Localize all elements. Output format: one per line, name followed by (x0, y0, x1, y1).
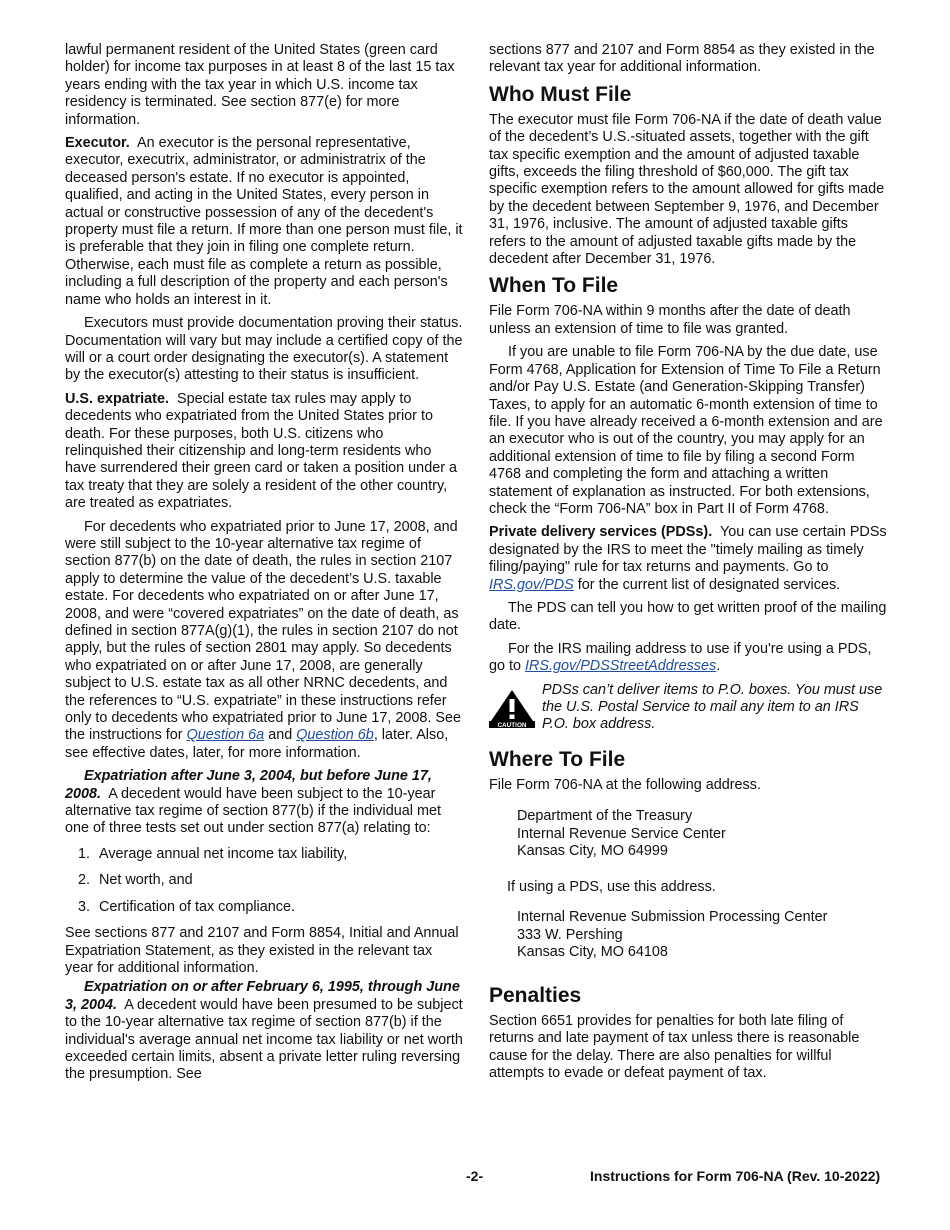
paragraph (65, 768, 463, 838)
tests-list (65, 846, 463, 916)
address-line: Internal Revenue Service Center (517, 825, 726, 842)
footer-title: Instructions for Form 706-NA (Rev. 10-2022) (590, 1168, 881, 1184)
paragraph (489, 641, 887, 676)
who-must-file-heading: Who Must File (489, 82, 632, 106)
paragraph-text: and (268, 727, 293, 744)
paragraph: The executor must file Form 706-NA if the date of death value of the decedent’s U.S.-situated assets, together with the gift tax specific exemption and the amount of adjusted taxable gifts, exceeds the filing threshold of $60,000. The gift tax specific exemption refers to the amount allowed for gifts made by the decedent between September 9, 1976, and December 31, 1976, inclusive. The amount of adjusted taxable gifts refers to the amount of adjusted taxable gifts made by the decedent after December 31, 1976. (489, 111, 885, 268)
paragraph: The PDS can tell you how to get written proof of the mailing date. (489, 599, 887, 634)
list-item: 2. Net worth, and (94, 872, 463, 889)
paragraph: Section 6651 provides for penalties for both late filing of returns and late payment of tax unless there is reasonable cause for the delay. There are also penalties for willful attempts to evade or defeat payment of tax. (489, 1012, 860, 1081)
paragraph: Executors must provide documentation proving their status. Documentation will vary but may include a certified copy of the will or a court order designating the executor(s). A statement by the executor(s) attesting to their status is insufficient. (65, 315, 463, 384)
paragraph (65, 519, 463, 763)
pds-street-addresses-link[interactable]: IRS.gov/PDSStreetAddresses (525, 658, 717, 675)
pds-address-intro: If using a PDS, use this address. (507, 879, 716, 895)
address-line: 333 W. Pershing (517, 926, 623, 943)
subheading: Expatriation after June 3, 2004, but before June 17, 2008. (65, 768, 432, 802)
paragraph: sections 877 and 2107 and Form 8854 as they existed in the relevant tax year for additional information. (489, 42, 875, 76)
where-to-file-heading: Where To File (489, 747, 626, 771)
paragraph-text: For decedents who expatriated prior to June 17, 2008, and were still subject to the 10-year alternative tax regime of section 877(b) on the date of death, the rules in section 2107 apply to determine the value of the decedent’s U.S. taxable estate. For decedents who expatriated on or after June 17, 2008, and were “covered expatriates” on the date of death, as defined in section 877A(g)(1), the rules in section 2107 do not apply, but the rules of section 2801 may apply. So decedents who expatriated on or after June 17, 2008, are generally subject to U.S. estate tax as all other NRNC decedents, and the references to “U.S. expatriate” in these instructions refer only to decedents who expatriated prior to June 17, 2008. See the instructions for (65, 518, 462, 744)
caution-note (489, 682, 887, 734)
paragraph-text: for the current list of designated services. (577, 576, 841, 593)
list-item: 1. Average annual net income tax liability, (94, 846, 463, 863)
address-line: Kansas City, MO 64999 (517, 843, 668, 860)
term-label: U.S. expatriate. (65, 390, 169, 407)
paragraph-text: An executor is the personal representative, executor, executrix, administrator, or administratrix of the deceased person's estate. If no executor is appointed, qualified, and acting in the United States, every person in actual or constructive possession of any of the decedent's property must file a return. If more than one person must file, it is preferable that they join in filing one complete return. Otherwise, each must file as complete a return as possible, including a full description of the property and each person's name who holds an interest in it. (65, 135, 463, 308)
paragraph-text: Special estate tax rules may apply to decedents who expatriated from the United States prior to death. For these purposes, both U.S. citizens who relinquished their citizenship and long-term residents who have surrendered their green card or taken a position under a tax treaty that they are solely a resident of the other country, are treated as expatriates. (65, 390, 457, 512)
caution-text: PDSs can’t deliver items to P.O. boxes. You must use the U.S. Postal Service to mail any item to an IRS P.O. box address. (542, 681, 883, 733)
question-6b-link[interactable]: Question 6b (296, 727, 374, 744)
paragraph: lawful permanent resident of the United States (green card holder) for income tax purposes in at least 8 of the last 15 tax years ending with the tax year in which U.S. income tax residency is terminated. See section 877(e) for more information. (65, 42, 455, 128)
term-label: Executor. (65, 135, 130, 152)
address-line: Internal Revenue Submission Processing Center (517, 909, 828, 925)
term-label: Private delivery services (PDSs). (489, 524, 713, 541)
left-column (65, 42, 463, 1090)
question-6a-link[interactable]: Question 6a (186, 727, 265, 744)
paragraph: File Form 706-NA within 9 months after the date of death unless an extension of time to file was granted. (489, 303, 851, 337)
penalties-heading: Penalties (489, 983, 582, 1007)
paragraph: File Form 706-NA at the following address. (489, 776, 761, 793)
caution-icon (489, 688, 535, 728)
paragraph-text: A decedent would have been subject to the 10-year alternative tax regime of section 877(b) if the individual met one of three tests set out under section 877(a) relating to: (65, 785, 441, 837)
paragraph: If you are unable to file Form 706-NA by the due date, use Form 4768, Application for Extension of Time To File a Return and/or Pay U.S. Estate (and Generation-Skipping Transfer) Taxes, to apply for an automatic 6-month extension of time to file. If you have already received a 6-month extension and are an executor who is out of the country, you may apply for an additional extension of time to file by filing a second Form 4768 and completing the form and attaching a written statement of explanation as instructed. For both extensions, check the “Form 706-NA” box in Part II of Form 4768. (489, 344, 883, 517)
paragraph-text: A decedent would have been presumed to be subject to the 10-year alternative tax regime of section 877(b) if the individual's average annual net income tax liability or net worth exceeded certain limits, absent a private letter ruling reversing the presumption. See (65, 996, 463, 1083)
page-number: -2- (466, 1168, 484, 1184)
pds-paragraph (489, 524, 887, 594)
list-item: 3. Certification of tax compliance. (94, 899, 463, 916)
paragraph-text: You can use certain PDSs designated by the IRS to meet the "timely mailing as timely filing/paying" rule for tax returns and payments. Go to (489, 524, 887, 576)
pds-address (517, 909, 887, 962)
address-line: Department of the Treasury (517, 808, 693, 825)
paragraph: See sections 877 and 2107 and Form 8854, Initial and Annual Expatriation Statement, as they existed in the relevant tax year for additional information. (65, 925, 459, 976)
paragraph-text: For the IRS mailing address to use if you're using a PDS, go to (489, 640, 872, 675)
irs-address (517, 808, 887, 861)
when-to-file-heading: When To File (489, 274, 619, 298)
paragraph-text: , later. Also, see effective dates, later, for more information. (65, 727, 449, 761)
paragraph (65, 979, 463, 1083)
caution-label: CAUTION (497, 721, 527, 728)
address-line: Kansas City, MO 64108 (517, 944, 668, 961)
irs-pds-link[interactable]: IRS.gov/PDS (489, 576, 574, 593)
expatriate-paragraph (65, 391, 463, 513)
paragraph-text: . (716, 658, 721, 675)
right-column (489, 42, 887, 1088)
executor-paragraph (65, 135, 463, 309)
subheading: Expatriation on or after February 6, 1995, through June 3, 2004. (65, 979, 460, 1013)
